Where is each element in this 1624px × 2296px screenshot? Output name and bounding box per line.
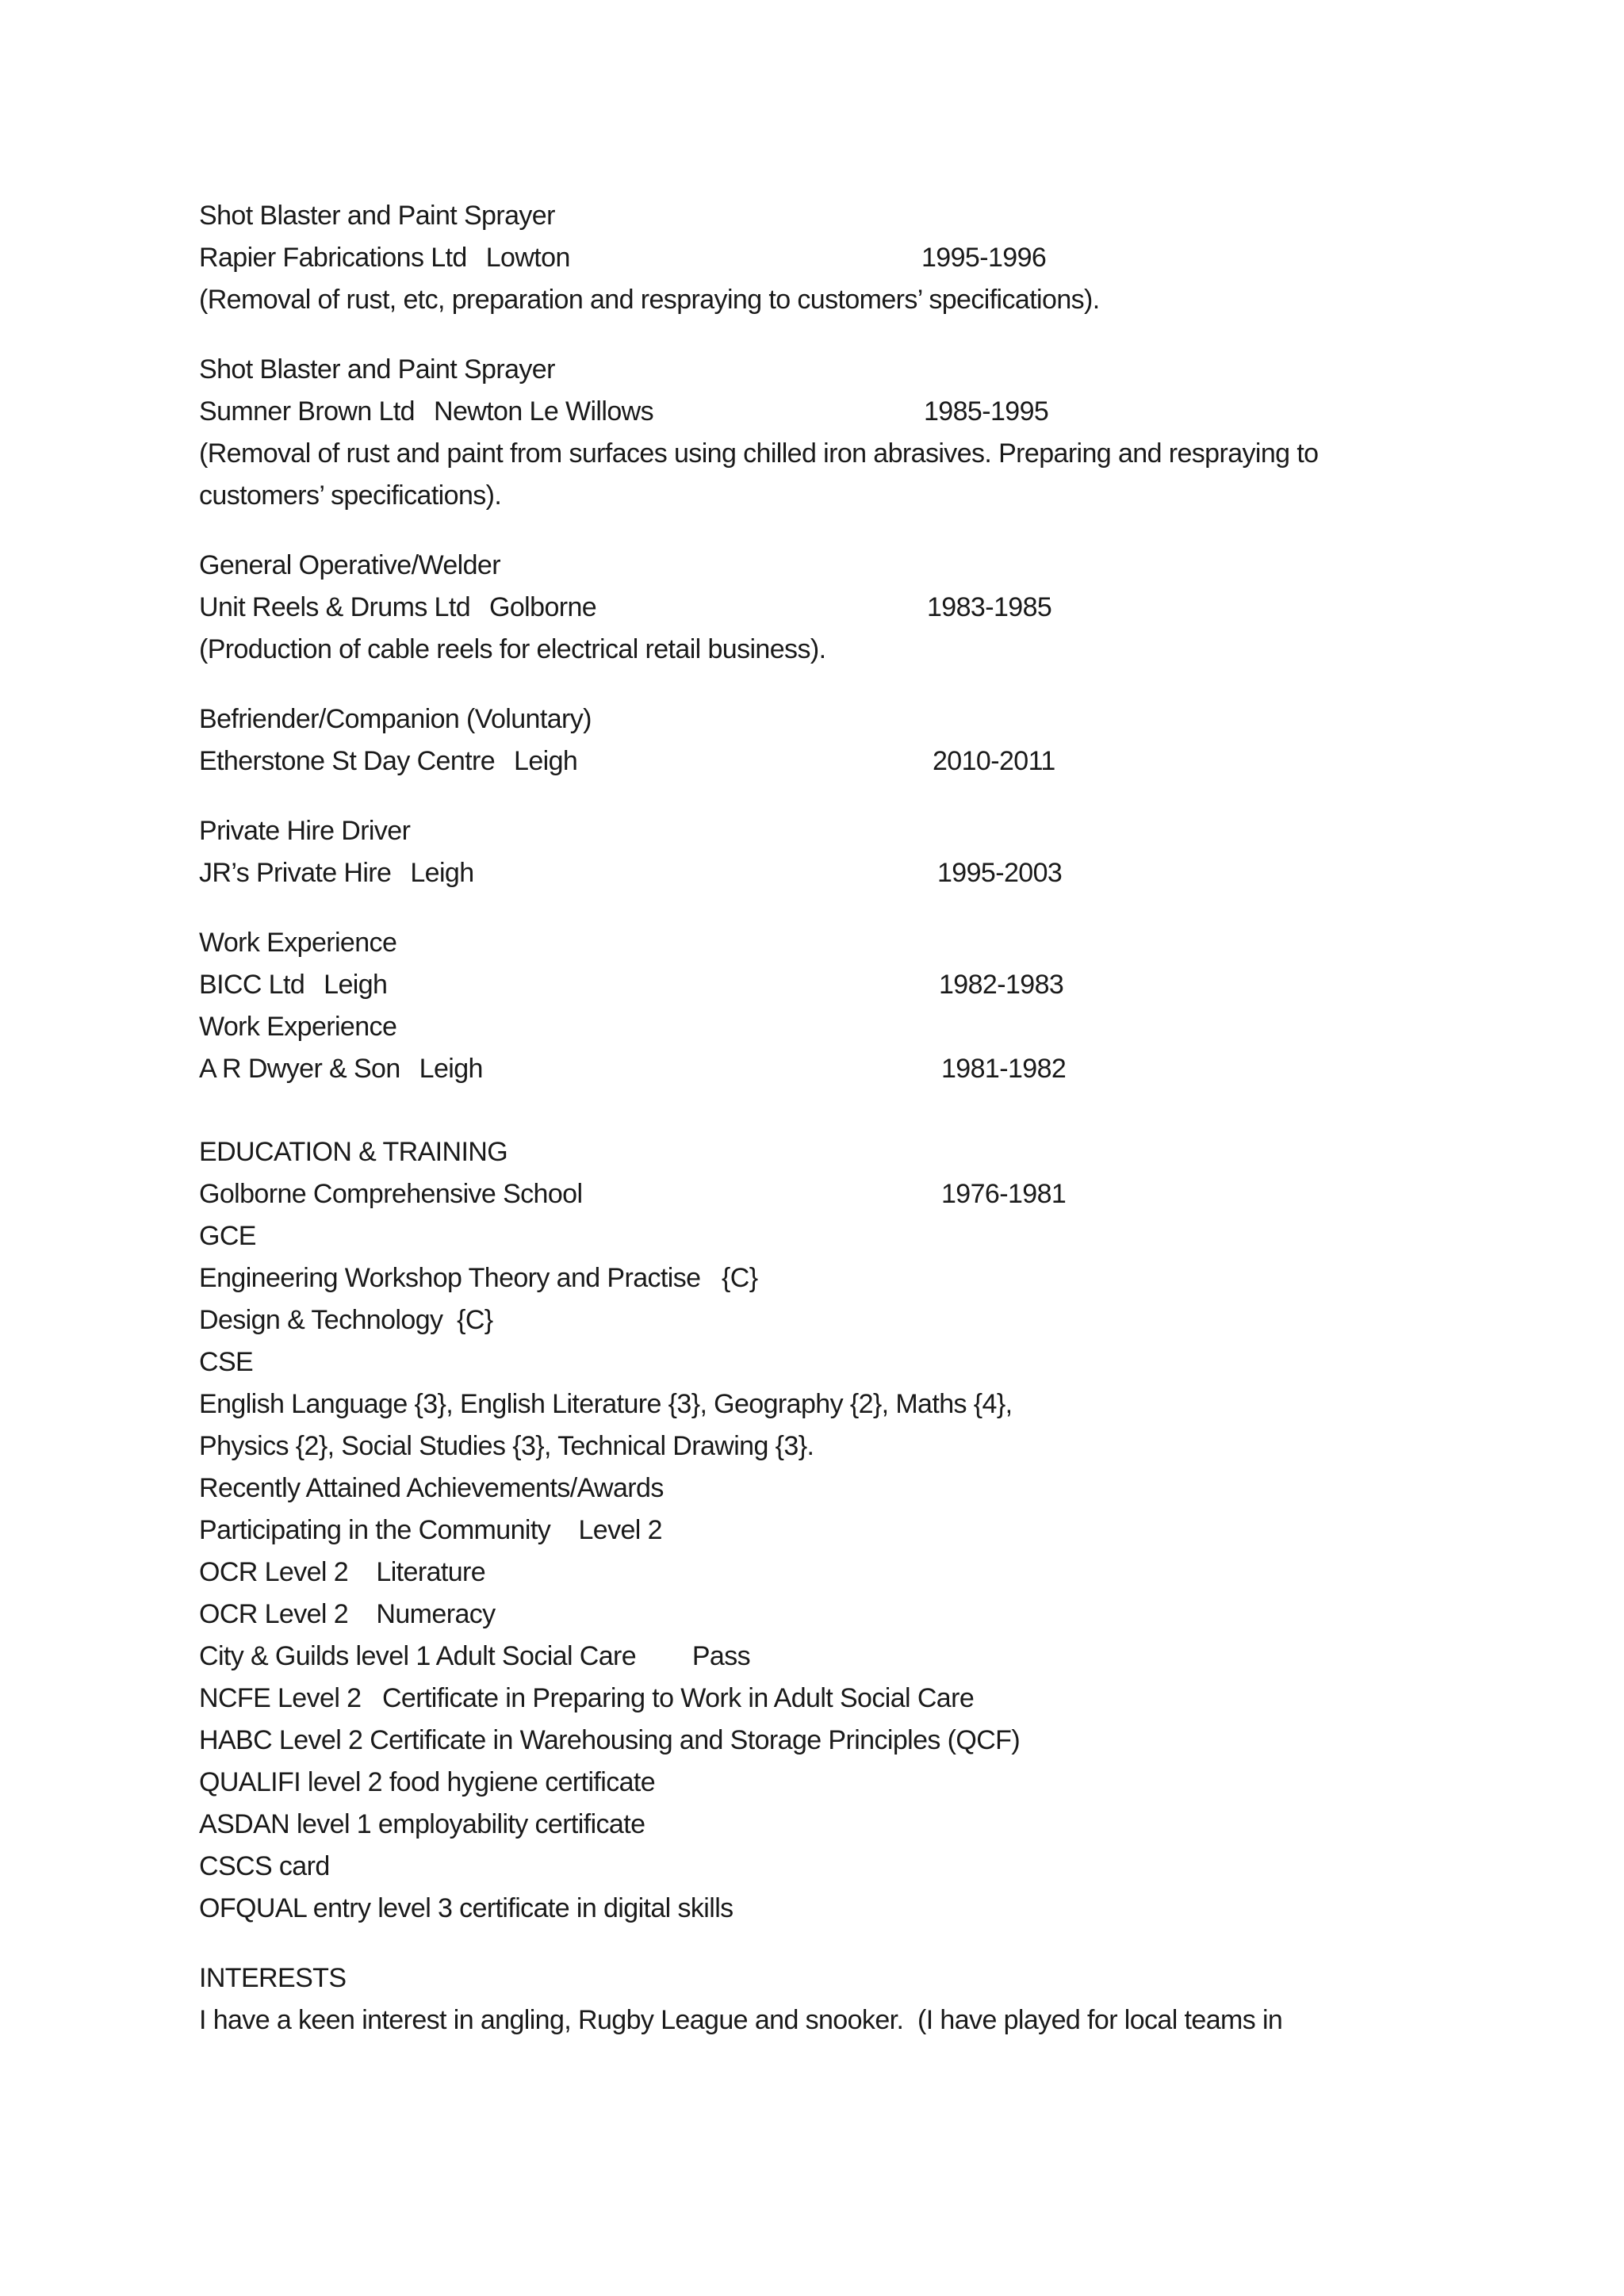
job-description: (Production of cable reels for electrical retail business). (199, 634, 826, 664)
job-location: Leigh (410, 858, 474, 888)
job-employer-line (199, 1048, 1436, 1090)
job-employer-line (199, 391, 1436, 433)
cse-line: English Language {3}, English Literature {3}, Geography {2}, Maths {4}, (199, 1389, 1013, 1419)
job-location: Leigh (419, 1054, 483, 1084)
job-description: (Removal of rust and paint from surfaces using chilled iron abrasives. Preparing and respraying to customers’ specifications). (199, 438, 1319, 511)
job-employer: JR’s Private Hire (199, 858, 392, 888)
gce-label: GCE (199, 1221, 256, 1251)
job-dates: 1995-1996 (921, 243, 1047, 273)
job-employer-line (199, 852, 1436, 894)
job-employer: Rapier Fabrications Ltd (199, 243, 467, 273)
job-employer-line (199, 964, 1436, 1006)
award-item: QUALIFI level 2 food hygiene certificate (199, 1767, 656, 1797)
job-title: Shot Blaster and Paint Sprayer (199, 201, 555, 231)
section-heading-interests: INTERESTS (199, 1963, 347, 1993)
job-location: Leigh (514, 746, 578, 776)
interests-text: I have a keen interest in angling, Rugby League and snooker. (I have played for local teams in (199, 2005, 1283, 2035)
job-title: Private Hire Driver (199, 816, 411, 846)
job-dates: 1983-1985 (927, 592, 1052, 622)
award-item: ASDAN level 1 employability certificate (199, 1809, 645, 1839)
job-dates: 1981-1982 (941, 1054, 1067, 1084)
job-employer: Unit Reels & Drums Ltd (199, 592, 471, 622)
job-employer: BICC Ltd (199, 970, 305, 1000)
job-dates: 2010-2011 (933, 746, 1055, 776)
job-location: Golborne (489, 592, 597, 622)
job-description: (Removal of rust, etc, preparation and respraying to customers’ specifications). (199, 285, 1100, 315)
job-title: Befriender/Companion (Voluntary) (199, 704, 592, 734)
job-title: Work Experience (199, 928, 397, 958)
job-employer-line (199, 740, 1436, 783)
award-item: OCR Level 2 Numeracy (199, 1599, 496, 1629)
section-heading-education: EDUCATION & TRAINING (199, 1137, 508, 1167)
cse-line: Physics {2}, Social Studies {3}, Technical Drawing {3}. (199, 1431, 814, 1461)
job-dates: 1985-1995 (924, 396, 1049, 427)
job-title: Shot Blaster and Paint Sprayer (199, 354, 555, 385)
school-name: Golborne Comprehensive School (199, 1179, 583, 1209)
award-item: OCR Level 2 Literature (199, 1557, 486, 1587)
job-location: Newton Le Willows (433, 396, 653, 427)
award-item: OFQUAL entry level 3 certificate in digital skills (199, 1893, 733, 1923)
job-employer: A R Dwyer & Son (199, 1054, 400, 1084)
job-employer: Sumner Brown Ltd (199, 396, 415, 427)
job-dates: 1982-1983 (939, 970, 1064, 1000)
job-location: Leigh (324, 970, 388, 1000)
award-item: NCFE Level 2 Certificate in Preparing to Work in Adult Social Care (199, 1683, 975, 1713)
job-dates: 1995-2003 (937, 858, 1063, 888)
award-item: Participating in the Community Level 2 (199, 1515, 662, 1545)
gce-item: Engineering Workshop Theory and Practise {C} (199, 1263, 758, 1293)
awards-heading: Recently Attained Achievements/Awards (199, 1473, 664, 1503)
job-employer: Etherstone St Day Centre (199, 746, 496, 776)
school-dates: 1976-1981 (941, 1179, 1067, 1209)
gce-item: Design & Technology {C} (199, 1305, 493, 1335)
job-employer-line (199, 237, 1436, 279)
school-line (199, 1173, 1436, 1215)
award-item: City & Guilds level 1 Adult Social Care Pass (199, 1641, 751, 1671)
job-title: Work Experience (199, 1012, 397, 1042)
award-item: CSCS card (199, 1851, 330, 1881)
job-title: General Operative/Welder (199, 550, 500, 580)
job-employer-line (199, 587, 1436, 629)
cse-label: CSE (199, 1347, 254, 1377)
cv-content (199, 195, 1436, 2042)
job-location: Lowton (485, 243, 570, 273)
award-item: HABC Level 2 Certificate in Warehousing and Storage Principles (QCF) (199, 1725, 1021, 1755)
